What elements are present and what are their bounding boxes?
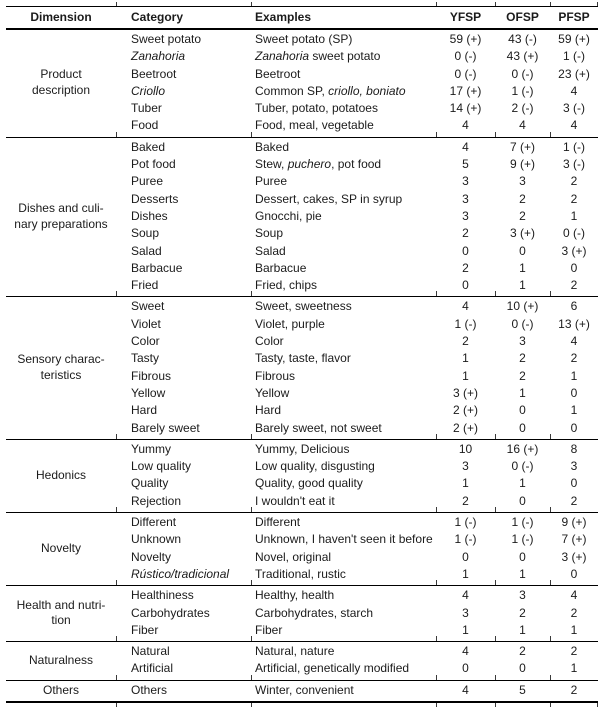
column-header-examples: Examples — [255, 10, 312, 24]
examples-cell: Color — [255, 334, 284, 349]
examples-cell: I wouldn't eat it — [255, 493, 335, 508]
column-tick — [116, 2, 117, 6]
count-cell-yfsp: 59 (+) — [449, 32, 482, 46]
examples-cell: Healthy, health — [255, 588, 335, 603]
category-cell: Sweet — [131, 299, 165, 314]
column-tick — [436, 434, 437, 439]
category-cell: Fried — [131, 278, 159, 293]
count-cell-ofsp: 0 — [519, 661, 526, 676]
count-cell-ofsp: 1 — [519, 476, 526, 491]
count-cell-pfsp: 2 — [570, 682, 578, 697]
category-cell: Healthiness — [131, 588, 194, 603]
count-cell-yfsp: 0 (-) — [454, 66, 477, 81]
count-cell-pfsp: 2 — [570, 493, 578, 508]
count-cell-yfsp: 10 — [458, 441, 473, 456]
count-cell-pfsp: 3 (+) — [561, 549, 587, 564]
count-cell-ofsp: 10 (+) — [506, 299, 539, 314]
count-cell-pfsp: 2 — [570, 605, 578, 620]
examples-cell: Carbohydrates, starch — [255, 605, 374, 620]
count-cell-ofsp: 2 — [519, 368, 526, 383]
examples-cell: Sweet, sweetness — [255, 299, 352, 314]
category-cell: Low quality — [131, 459, 192, 474]
dimension-cell: Novelty — [40, 540, 81, 555]
count-cell-pfsp: 7 (+) — [561, 532, 587, 547]
count-cell-ofsp: 2 — [519, 644, 526, 659]
count-cell-yfsp: 0 — [462, 661, 469, 676]
category-cell: Dishes — [131, 208, 168, 223]
examples-cell: Natural, nature — [255, 644, 335, 659]
count-cell-ofsp: 0 — [519, 420, 526, 435]
count-cell-ofsp: 0 (-) — [511, 459, 534, 474]
count-cell-yfsp: 4 — [462, 682, 469, 697]
count-cell-pfsp: 4 — [570, 118, 578, 133]
column-tick — [597, 2, 598, 6]
count-cell-yfsp: 3 — [462, 459, 469, 474]
examples-cell: Dessert, cakes, SP in syrup — [255, 191, 403, 206]
category-cell: Soup — [131, 226, 160, 241]
count-cell-ofsp: 4 — [519, 118, 526, 133]
count-cell-yfsp: 4 — [462, 588, 469, 603]
column-tick — [251, 132, 252, 137]
count-cell-yfsp: 0 (-) — [454, 49, 477, 64]
dimension-section — [6, 642, 598, 681]
count-cell-ofsp: 0 — [519, 243, 526, 258]
examples-cell: Traditional, rustic — [255, 566, 346, 581]
column-tick — [597, 703, 598, 707]
column-header-dimension: Dimension — [30, 10, 92, 24]
column-tick — [495, 2, 496, 6]
table-body — [6, 30, 598, 703]
count-cell-pfsp: 13 (+) — [558, 316, 590, 331]
count-cell-yfsp: 14 (+) — [449, 101, 482, 116]
count-cell-yfsp: 5 — [462, 157, 469, 172]
count-cell-ofsp: 1 — [519, 566, 526, 581]
column-header-pfsp: PFSP — [558, 10, 590, 24]
count-cell-ofsp: 0 (-) — [511, 316, 534, 331]
count-cell-yfsp: 1 (-) — [454, 532, 477, 547]
count-cell-pfsp: 0 — [570, 566, 578, 581]
italic-text: Criollo — [131, 83, 166, 98]
count-cell-ofsp: 1 — [519, 278, 526, 293]
column-tick — [251, 636, 252, 641]
count-cell-yfsp: 3 — [462, 174, 469, 189]
examples-cell: Low quality, disgusting — [255, 459, 375, 474]
examples-cell: Sweet potato (SP) — [255, 32, 353, 46]
column-tick — [495, 636, 496, 641]
category-cell: Tuber — [131, 101, 162, 116]
column-header-category: Category — [131, 10, 184, 24]
examples-cell: Artificial, genetically modified — [255, 661, 410, 676]
count-cell-pfsp: 2 — [570, 351, 578, 366]
count-cell-yfsp: 4 — [462, 644, 469, 659]
column-tick — [116, 132, 117, 137]
examples-cell: Tasty, taste, flavor — [255, 351, 351, 366]
count-cell-yfsp: 17 (+) — [449, 83, 482, 98]
examples-cell: Puree — [255, 174, 288, 189]
examples-cell: Baked — [255, 139, 290, 154]
count-cell-ofsp: 3 (+) — [509, 226, 535, 241]
column-tick — [116, 675, 117, 680]
count-cell-pfsp: 3 — [570, 459, 578, 474]
column-tick — [116, 580, 117, 585]
count-cell-pfsp: 23 (+) — [558, 66, 590, 81]
count-cell-pfsp: 0 — [570, 420, 578, 435]
count-cell-yfsp: 3 (+) — [452, 385, 478, 400]
category-cell: Unknown — [131, 532, 182, 547]
category-cell: Baked — [131, 139, 166, 154]
count-cell-ofsp: 0 (-) — [511, 66, 534, 81]
count-cell-pfsp: 1 — [570, 403, 578, 418]
examples-cell: Different — [255, 515, 301, 530]
count-cell-pfsp: 0 — [570, 476, 578, 491]
count-cell-yfsp: 4 — [462, 139, 469, 154]
column-tick — [550, 703, 551, 707]
column-tick — [550, 675, 551, 680]
category-cell: Others — [131, 682, 168, 697]
column-tick — [251, 291, 252, 296]
category-cell: Color — [131, 334, 160, 349]
count-cell-ofsp: 1 — [519, 260, 526, 275]
category-cell — [116, 83, 251, 100]
count-cell-yfsp: 4 — [462, 118, 469, 133]
column-tick — [251, 2, 252, 6]
count-cell-ofsp: 0 — [519, 403, 526, 418]
count-cell-ofsp: 3 — [519, 588, 526, 603]
category-cell: Yellow — [131, 385, 166, 400]
examples-cell: Soup — [255, 226, 284, 241]
examples-cell: Quality, good quality — [255, 476, 363, 491]
column-tick — [550, 636, 551, 641]
column-tick — [116, 703, 117, 707]
italic-text: puchero — [287, 157, 332, 172]
examples-cell: Unknown, I haven't seen it before — [255, 532, 433, 547]
count-cell-ofsp: 1 — [519, 622, 526, 637]
count-cell-pfsp: 3 (-) — [563, 101, 585, 116]
examples-cell: Fiber — [255, 622, 283, 637]
examples-cell: Yellow — [255, 385, 290, 400]
column-tick — [116, 291, 117, 296]
column-tick — [436, 675, 437, 680]
examples-cell: Common SP, criollo, boniato — [255, 83, 406, 98]
category-cell: Pot food — [131, 157, 176, 172]
category-cell: Artificial — [131, 661, 174, 676]
count-cell-yfsp: 0 — [462, 278, 469, 293]
dimension-section — [6, 138, 598, 298]
column-tick — [495, 434, 496, 439]
column-tick — [251, 703, 252, 707]
count-cell-ofsp: 3 — [519, 334, 526, 349]
examples-cell: Tuber, potato, potatoes — [255, 101, 378, 116]
dimension-section — [6, 297, 598, 439]
column-header-yfsp: YFSP — [449, 10, 482, 24]
examples-cell: Stew, puchero, pot food — [255, 157, 382, 172]
italic-text: Rústico/tradicional — [131, 566, 230, 581]
count-cell-ofsp: 1 — [519, 385, 526, 400]
column-header-ofsp: OFSP — [506, 10, 539, 24]
examples-cell: Fried, chips — [255, 278, 318, 293]
count-cell-pfsp: 2 — [570, 644, 578, 659]
count-cell-ofsp: 3 — [519, 174, 526, 189]
count-cell-pfsp: 0 — [570, 260, 578, 275]
dimension-section — [6, 586, 598, 642]
examples-cell: Winter, convenient — [255, 682, 354, 697]
count-cell-ofsp: 1 (-) — [511, 83, 534, 98]
dimension-section — [6, 681, 598, 703]
count-cell-pfsp: 4 — [570, 334, 578, 349]
count-cell-yfsp: 2 — [462, 226, 469, 241]
count-cell-yfsp: 3 — [462, 191, 469, 206]
examples-cell: Zanahoria sweet potato — [255, 49, 381, 64]
examples-cell: Salad — [255, 243, 286, 258]
dimension-cell: Dishes and culi- nary preparations — [14, 201, 108, 231]
count-cell-ofsp: 2 — [519, 351, 526, 366]
count-cell-yfsp: 2 (+) — [452, 403, 478, 418]
count-cell-ofsp: 2 — [519, 191, 526, 206]
column-tick — [495, 703, 496, 707]
column-tick — [251, 434, 252, 439]
examples-cell: Yummy, Delicious — [255, 441, 350, 456]
italic-text: criollo, boniato — [328, 83, 406, 98]
count-cell-yfsp: 0 — [462, 549, 469, 564]
category-cell: Natural — [131, 644, 170, 659]
count-cell-pfsp: 2 — [570, 191, 578, 206]
italic-text: Zanahoria — [255, 49, 310, 64]
count-cell-pfsp: 9 (+) — [561, 515, 587, 530]
count-cell-pfsp: 8 — [570, 441, 578, 456]
dimension-cell: Hedonics — [35, 467, 87, 482]
count-cell-pfsp: 6 — [570, 299, 578, 314]
category-cell: Desserts — [131, 191, 179, 206]
category-cell: Salad — [131, 243, 162, 258]
count-cell-ofsp: 1 (-) — [511, 515, 534, 530]
column-tick — [116, 636, 117, 641]
count-cell-yfsp: 2 — [462, 334, 469, 349]
dimension-cell: Health and nutri- tion — [16, 597, 106, 628]
count-cell-ofsp: 43 (+) — [506, 49, 539, 64]
category-cell: Barbacue — [131, 260, 183, 275]
count-cell-yfsp: 2 (+) — [452, 420, 478, 435]
count-cell-ofsp: 2 — [519, 605, 526, 620]
count-cell-ofsp: 9 (+) — [509, 157, 535, 172]
category-cell: Puree — [131, 174, 164, 189]
examples-cell: Beetroot — [255, 66, 301, 81]
dimension-cell: Product description — [31, 67, 91, 97]
count-cell-yfsp: 1 — [462, 368, 469, 383]
column-tick — [495, 675, 496, 680]
count-cell-pfsp: 1 — [570, 622, 578, 637]
column-tick — [495, 291, 496, 296]
column-tick — [550, 2, 551, 6]
count-cell-ofsp: 43 (-) — [508, 32, 537, 46]
category-cell: Food — [131, 118, 159, 133]
count-cell-yfsp: 1 — [462, 476, 469, 491]
category-cell — [116, 566, 251, 583]
column-tick — [550, 507, 551, 512]
count-cell-yfsp: 1 — [462, 622, 469, 637]
dimension-section — [6, 440, 598, 513]
examples-cell: Fibrous — [255, 368, 296, 383]
count-cell-ofsp: 0 — [519, 549, 526, 564]
column-tick — [251, 580, 252, 585]
category-cell: Barely sweet — [131, 420, 200, 435]
examples-cell: Barbacue — [255, 260, 307, 275]
count-cell-pfsp: 1 (-) — [563, 49, 585, 64]
count-cell-pfsp: 1 — [570, 368, 578, 383]
category-cell: Carbohydrates — [131, 605, 210, 620]
column-tick — [116, 507, 117, 512]
column-tick — [550, 434, 551, 439]
count-cell-yfsp: 1 — [462, 566, 469, 581]
column-tick — [495, 507, 496, 512]
category-cell: Yummy — [131, 441, 172, 456]
count-cell-pfsp: 4 — [570, 588, 578, 603]
column-tick — [550, 132, 551, 137]
category-cell: Sweet potato — [131, 32, 202, 46]
count-cell-pfsp: 3 (+) — [561, 243, 587, 258]
count-cell-ofsp: 0 — [519, 493, 526, 508]
count-cell-ofsp: 1 (-) — [511, 532, 534, 547]
column-tick — [550, 580, 551, 585]
count-cell-ofsp: 16 (+) — [506, 441, 539, 456]
bottom-column-ticks — [6, 703, 598, 707]
count-cell-yfsp: 2 — [462, 260, 469, 275]
count-cell-ofsp: 2 — [519, 208, 526, 223]
column-tick — [436, 703, 437, 707]
count-cell-yfsp: 1 — [462, 351, 469, 366]
count-cell-pfsp: 1 (-) — [563, 139, 585, 154]
table-header-row — [6, 6, 598, 30]
count-cell-ofsp: 5 — [519, 682, 526, 697]
count-cell-yfsp: 2 — [462, 493, 469, 508]
count-cell-ofsp: 7 (+) — [509, 139, 535, 154]
count-cell-yfsp: 3 — [462, 208, 469, 223]
column-tick — [495, 580, 496, 585]
count-cell-pfsp: 2 — [570, 278, 578, 293]
category-cell: Different — [131, 515, 177, 530]
column-tick — [550, 291, 551, 296]
column-tick — [116, 434, 117, 439]
italic-text: Zanahoria — [131, 49, 186, 64]
column-tick — [436, 132, 437, 137]
category-cell: Violet — [131, 316, 161, 331]
dimension-section — [6, 513, 598, 586]
count-cell-pfsp: 1 — [570, 661, 578, 676]
category-cell: Hard — [131, 403, 158, 418]
category-cell: Fibrous — [131, 368, 172, 383]
column-tick — [436, 507, 437, 512]
count-cell-ofsp: 2 (-) — [511, 101, 534, 116]
examples-cell: Barely sweet, not sweet — [255, 420, 382, 435]
examples-cell: Violet, purple — [255, 316, 325, 331]
count-cell-yfsp: 4 — [462, 299, 469, 314]
examples-cell: Gnocchi, pie — [255, 208, 322, 223]
dimension-cell: Sensory charac- teristics — [17, 352, 105, 382]
category-cell: Novelty — [131, 549, 172, 564]
category-cell: Beetroot — [131, 66, 177, 81]
count-cell-pfsp: 0 — [570, 385, 578, 400]
column-tick — [251, 675, 252, 680]
dimension-cell: Naturalness — [28, 652, 94, 667]
count-cell-pfsp: 1 — [570, 208, 578, 223]
count-cell-pfsp: 0 (-) — [563, 226, 585, 241]
column-tick — [251, 507, 252, 512]
top-column-ticks — [6, 2, 598, 6]
category-cell: Rejection — [131, 493, 182, 508]
count-cell-pfsp: 2 — [570, 174, 578, 189]
category-cell: Fiber — [131, 622, 159, 637]
column-tick — [436, 636, 437, 641]
count-cell-yfsp: 0 — [462, 243, 469, 258]
dimension-section — [6, 30, 598, 138]
count-cell-yfsp: 3 — [462, 605, 469, 620]
count-cell-pfsp: 4 — [570, 83, 578, 98]
examples-cell: Food, meal, vegetable — [255, 118, 374, 133]
count-cell-pfsp: 59 (+) — [558, 32, 590, 46]
count-cell-pfsp: 3 (-) — [563, 157, 585, 172]
count-cell-yfsp: 1 (-) — [454, 515, 477, 530]
category-cell: Tasty — [131, 351, 160, 366]
frequency-table — [6, 2, 598, 707]
column-tick — [495, 132, 496, 137]
dimension-cell: Others — [42, 682, 79, 697]
column-tick — [436, 580, 437, 585]
column-tick — [436, 2, 437, 6]
category-cell — [116, 48, 251, 65]
category-cell: Quality — [131, 476, 169, 491]
examples-cell: Hard — [255, 403, 282, 418]
examples-cell: Novel, original — [255, 549, 332, 564]
count-cell-yfsp: 1 (-) — [454, 316, 477, 331]
column-tick — [436, 291, 437, 296]
